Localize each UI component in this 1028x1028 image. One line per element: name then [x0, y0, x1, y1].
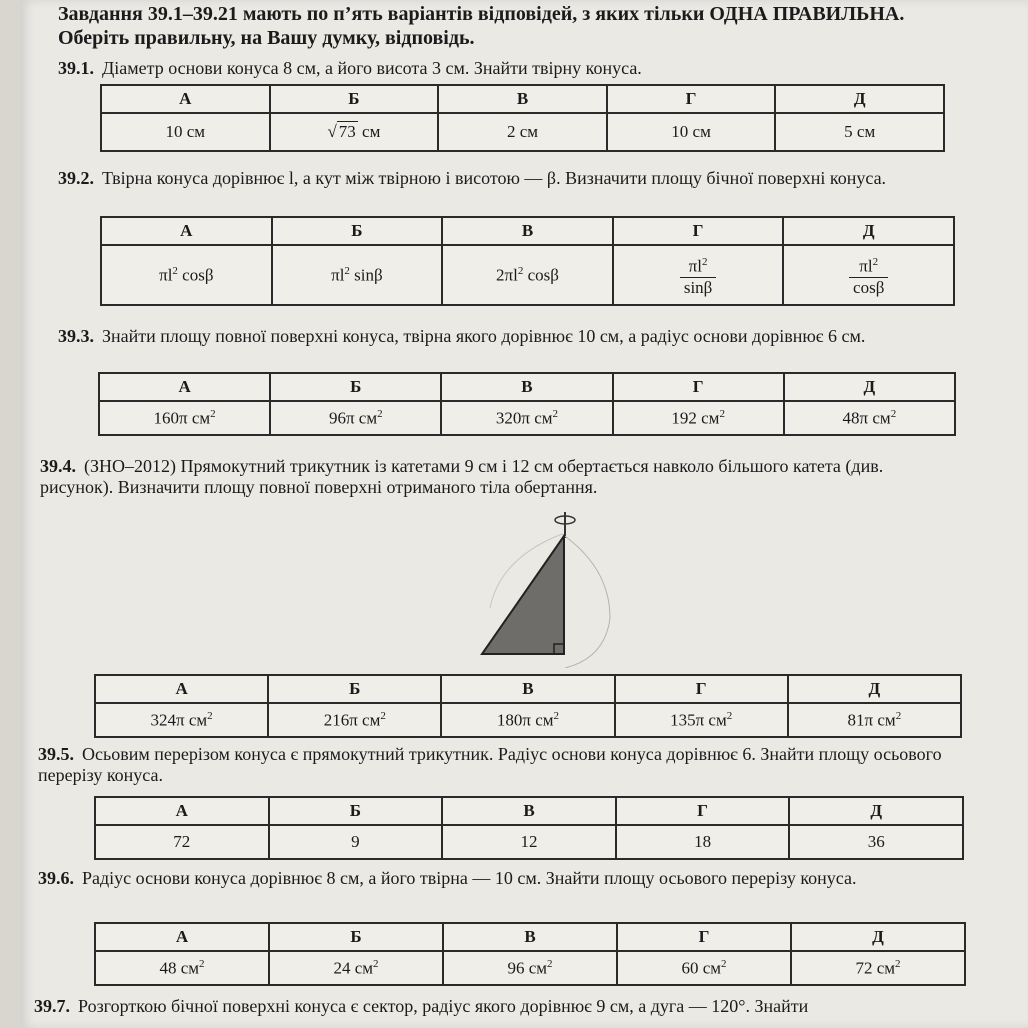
answers-table-39-6	[94, 922, 966, 986]
task-number: 39.7.	[34, 996, 70, 1016]
task-39-3	[58, 326, 958, 347]
col-d: Д	[775, 85, 944, 113]
task-text: (ЗНО–2012) Прямокутний трикутник із катетами 9 см і 12 см обертається навколо більшого катета (див. рисунок). Визначити площу повної поверхні отриманого тіла обертання.	[40, 456, 884, 497]
sqrt-value: 73	[338, 122, 356, 141]
col-b: Б	[269, 923, 443, 951]
task-text: Твірна конуса дорівнює l, а кут між твірною і висотою — β. Визначити площу бічної поверхні конуса.	[102, 168, 887, 188]
answers-table-39-4	[94, 674, 962, 738]
col-g: Г	[613, 373, 784, 401]
col-g: Г	[615, 675, 788, 703]
exp: 2	[895, 957, 901, 970]
value: 192 см	[671, 408, 720, 428]
exp: 2	[552, 407, 559, 420]
answer-d[interactable]	[783, 245, 954, 305]
value: 81π см	[847, 710, 896, 730]
value: 135π см	[670, 710, 727, 730]
fraction	[849, 252, 888, 298]
answer-a[interactable]: 10 см	[101, 113, 270, 151]
col-v: В	[443, 923, 617, 951]
task-number: 39.3.	[58, 326, 94, 346]
right-triangle	[482, 536, 564, 654]
pencil-arc	[562, 534, 610, 668]
answer-d[interactable]	[791, 951, 965, 985]
answer-d[interactable]: 36	[789, 825, 963, 859]
exp: 2	[553, 709, 560, 722]
answer-g[interactable]	[615, 703, 788, 737]
col-g: Г	[613, 217, 784, 245]
unit: см	[362, 122, 381, 141]
answer-b[interactable]	[268, 703, 441, 737]
answer-a[interactable]	[101, 245, 272, 305]
task-text: Радіус основи конуса дорівнює 8 см, а його твірна — 10 см. Знайти площу осьового перерізу конуса.	[82, 868, 857, 888]
expr: 2πl	[496, 265, 518, 285]
value: 160π см	[153, 408, 211, 428]
col-a: А	[95, 797, 269, 825]
answer-v[interactable]	[441, 401, 612, 435]
answer-b[interactable]	[272, 245, 443, 305]
task-text: Знайти площу повної поверхні конуса, твірна якого дорівнює 10 см, а радіус основи дорівнює 6 см.	[102, 326, 866, 346]
answer-v[interactable]: 12	[442, 825, 616, 859]
answer-v[interactable]	[441, 703, 614, 737]
answer-v[interactable]: 2 см	[438, 113, 607, 151]
col-v: В	[438, 85, 607, 113]
col-d: Д	[789, 797, 963, 825]
col-b: Б	[268, 675, 441, 703]
denominator: cosβ	[853, 277, 885, 297]
col-b: Б	[272, 217, 443, 245]
numerator: πl	[688, 256, 702, 276]
answers-table-39-3	[98, 372, 956, 436]
denominator: sinβ	[683, 277, 713, 297]
task-text: Осьовим перерізом конуса є прямокутний трикутник. Радіус основи конуса дорівнює 6. Знайти площу осьового перерізу конуса.	[38, 744, 942, 785]
col-a: А	[101, 217, 272, 245]
exp: 2	[721, 957, 727, 970]
exp: 2	[547, 957, 553, 970]
answer-d[interactable]	[788, 703, 961, 737]
task-number: 39.6.	[38, 868, 74, 888]
exp: 2	[207, 709, 213, 722]
exp: 2	[726, 709, 733, 722]
answers-table-39-5	[94, 796, 964, 860]
numerator: πl	[859, 256, 873, 276]
col-b: Б	[270, 85, 439, 113]
answer-a[interactable]	[99, 401, 270, 435]
answer-b[interactable]	[269, 951, 443, 985]
col-b: Б	[270, 373, 441, 401]
value: 180π см	[496, 710, 554, 730]
col-a: А	[95, 675, 268, 703]
fraction	[680, 252, 717, 298]
col-a: А	[99, 373, 270, 401]
task-39-4	[40, 456, 960, 498]
answer-g[interactable]	[617, 951, 791, 985]
answer-g[interactable]	[613, 245, 784, 305]
exp: 2	[701, 256, 708, 269]
task-number: 39.5.	[38, 744, 74, 764]
col-v: В	[441, 675, 614, 703]
expr: cosβ	[523, 265, 559, 285]
col-v: В	[442, 217, 613, 245]
exp: 2	[344, 264, 350, 277]
answer-d[interactable]: 5 см	[775, 113, 944, 151]
exp: 2	[210, 407, 216, 420]
value: 48 см	[159, 958, 200, 978]
answer-g[interactable]	[613, 401, 784, 435]
task-number: 39.2.	[58, 168, 94, 188]
value: 324π см	[150, 710, 208, 730]
exp: 2	[872, 256, 879, 269]
value: 216π см	[323, 710, 381, 730]
col-a: А	[95, 923, 269, 951]
value: 60 см	[681, 958, 722, 978]
answer-b[interactable]: √ 73 см	[270, 113, 439, 151]
value: 48π см	[842, 408, 891, 428]
exp: 2	[517, 264, 524, 277]
exp: 2	[380, 709, 386, 722]
answer-g[interactable]: 10 см	[607, 113, 776, 151]
answer-a[interactable]: 72	[95, 825, 269, 859]
value: 72 см	[855, 958, 896, 978]
answers-table-39-1	[100, 84, 945, 152]
col-b: Б	[269, 797, 443, 825]
rotation-triangle-figure	[470, 508, 630, 668]
answers-table-39-2	[100, 216, 955, 306]
col-g: Г	[607, 85, 776, 113]
value: 24 см	[333, 958, 374, 978]
exp: 2	[199, 957, 205, 970]
expr: πl	[331, 265, 345, 285]
answer-a[interactable]	[95, 951, 269, 985]
task-39-1	[58, 58, 958, 79]
answer-a[interactable]	[95, 703, 268, 737]
exp: 2	[890, 407, 897, 420]
expr: sinβ	[349, 265, 383, 285]
answer-d[interactable]	[784, 401, 955, 435]
task-text: Розгорткою бічної поверхні конуса є сектор, радіус якого дорівнює 9 см, а дуга — 120°. Знайти	[78, 996, 809, 1016]
answer-b[interactable]: 9	[269, 825, 443, 859]
col-g: Г	[616, 797, 790, 825]
col-d: Д	[791, 923, 965, 951]
task-text: Діаметр основи конуса 8 см, а його висота 3 см. Знайти твірну конуса.	[102, 58, 642, 78]
exp: 2	[895, 709, 902, 722]
col-g: Г	[617, 923, 791, 951]
expr: cosβ	[177, 265, 214, 285]
exp: 2	[377, 407, 383, 420]
textbook-page	[20, 0, 1028, 1028]
col-d: Д	[788, 675, 961, 703]
exp: 2	[719, 407, 725, 420]
expr: πl	[159, 265, 173, 285]
section-header: Завдання 39.1–39.21 мають по п’ять варіантів відповідей, з яких тільки ОДНА ПРАВИЛЬНА. Оберіть правильну, на Вашу думку, відповідь.	[58, 3, 905, 49]
task-39-5	[38, 744, 963, 786]
task-number: 39.4.	[40, 456, 76, 476]
col-d: Д	[783, 217, 954, 245]
value: 320π см	[495, 408, 553, 428]
answer-g[interactable]: 18	[616, 825, 790, 859]
exp: 2	[172, 264, 178, 277]
task-39-7	[34, 996, 964, 1017]
task-number: 39.1.	[58, 58, 94, 78]
exp: 2	[373, 957, 379, 970]
col-d: Д	[784, 373, 955, 401]
answer-v[interactable]	[443, 951, 617, 985]
task-39-2	[58, 168, 958, 189]
task-39-6	[38, 868, 963, 889]
answer-v[interactable]	[442, 245, 613, 305]
col-v: В	[442, 797, 616, 825]
value: 96 см	[507, 958, 548, 978]
col-v: В	[441, 373, 612, 401]
answer-b[interactable]	[270, 401, 441, 435]
value: 96π см	[328, 408, 378, 428]
col-a: А	[101, 85, 270, 113]
